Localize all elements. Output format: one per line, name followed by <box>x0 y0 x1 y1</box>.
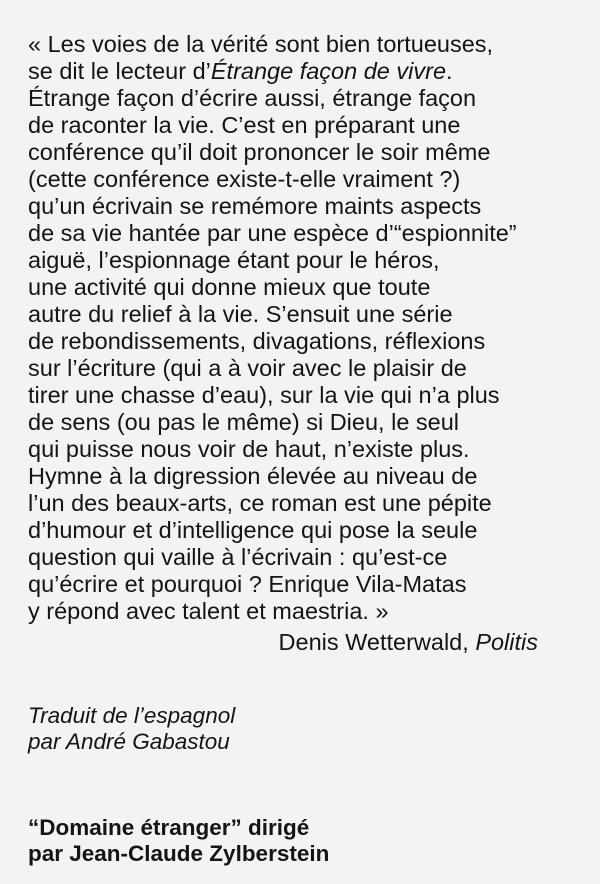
blurb-line <box>28 328 588 355</box>
blurb-line <box>28 490 588 517</box>
blurb-text: de rebondissements, divagations, réflexions <box>28 328 486 354</box>
blurb-line <box>28 463 588 490</box>
blurb-text: tirer une chasse d’eau), sur la vie qui n’a plus <box>28 382 500 408</box>
blurb-text: qui puisse nous voir de haut, n’existe plus. <box>28 436 470 462</box>
book-title: Étrange façon de vivre <box>210 58 447 84</box>
blurb-line <box>28 355 588 382</box>
blurb-line <box>28 598 588 625</box>
blurb-text: . <box>446 58 453 84</box>
collection-credit <box>28 815 329 867</box>
blurb-line <box>28 139 588 166</box>
quote-attribution <box>279 629 538 656</box>
blurb-text: question qui vaille à l’écrivain : qu’est-ce <box>28 544 448 570</box>
blurb-line <box>28 571 588 598</box>
blurb-line <box>28 112 588 139</box>
blurb-text: de sens (ou pas le même) si Dieu, le seul <box>28 409 460 435</box>
blurb-text: l’un des beaux-arts, ce roman est une pépite <box>28 490 492 516</box>
blurb-text: qu’écrire et pourquoi ? Enrique Vila-Matas <box>28 571 467 597</box>
collection-line-1: “Domaine étranger” dirigé <box>28 815 310 840</box>
blurb-text: Hymne à la digression élevée au niveau de <box>28 463 478 489</box>
blurb-text: d’humour et d’intelligence qui pose la seule <box>28 517 478 543</box>
blurb-text: de raconter la vie. C’est en préparant une <box>28 112 461 138</box>
attribution-author: Denis Wetterwald, <box>278 629 476 655</box>
blurb-text: se dit le lecteur d’ <box>28 58 211 84</box>
blurb-text: y répond avec talent et maestria. » <box>28 598 389 624</box>
blurb-text: sur l’écriture (qui a à voir avec le plaisir de <box>28 355 467 381</box>
translation-line-1: Traduit de l’espagnol <box>28 703 236 728</box>
blurb-line <box>28 382 588 409</box>
blurb-line <box>28 436 588 463</box>
blurb-line <box>28 85 588 112</box>
blurb-text: une activité qui donne mieux que toute <box>28 274 431 300</box>
blurb-line <box>28 274 588 301</box>
back-cover-blurb <box>28 31 588 625</box>
blurb-text: qu’un écrivain se remémore maints aspects <box>28 193 482 219</box>
blurb-line <box>28 166 588 193</box>
blurb-line <box>28 301 588 328</box>
blurb-text: autre du relief à la vie. S’ensuit une série <box>28 301 453 327</box>
translation-credit <box>28 703 235 755</box>
blurb-text: (cette conférence existe-t-elle vraiment ?) <box>28 166 461 192</box>
blurb-line <box>28 31 588 58</box>
blurb-line <box>28 409 588 436</box>
blurb-text: Étrange façon d’écrire aussi, étrange façon <box>28 85 477 111</box>
blurb-text: de sa vie hantée par une espèce d’“espionnite” <box>28 220 517 246</box>
blurb-line <box>28 58 588 85</box>
blurb-text: « Les voies de la vérité sont bien tortueuses, <box>28 31 494 57</box>
blurb-line <box>28 220 588 247</box>
blurb-text: aiguë, l’espionnage étant pour le héros, <box>28 247 440 273</box>
blurb-text: conférence qu’il doit prononcer le soir même <box>28 139 491 165</box>
blurb-line <box>28 544 588 571</box>
blurb-line <box>28 193 588 220</box>
collection-line-2: par Jean-Claude Zylberstein <box>28 841 330 866</box>
blurb-line <box>28 247 588 274</box>
attribution-source: Politis <box>475 629 538 655</box>
blurb-line <box>28 517 588 544</box>
translation-line-2: par André Gabastou <box>28 729 230 754</box>
